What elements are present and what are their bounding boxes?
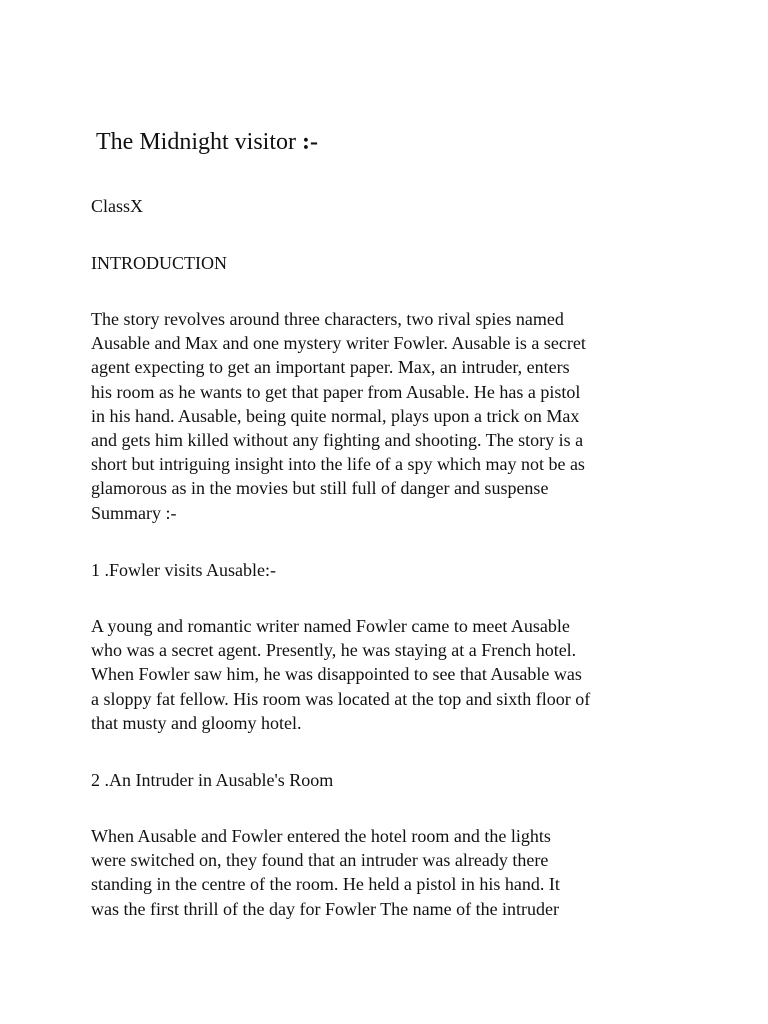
section1-paragraph [91,614,691,735]
paragraph-line: agent expecting to get an important paper. Max, an intruder, enters [91,357,570,378]
title-suffix: :- [302,129,318,155]
paragraph-line: short but intriguing insight into the life of a spy which may not be as [91,454,585,475]
class-label: ClassX [91,196,144,216]
paragraph-line: was the first thrill of the day for Fowler The name of the intruder [91,898,560,919]
paragraph-line: were switched on, they found that an intruder was already there [91,850,549,871]
paragraph-line: in his hand. Ausable, being quite normal, plays upon a trick on Max [91,405,580,426]
section2-paragraph [91,824,691,921]
paragraph-line: The story revolves around three characters, two rival spies named [91,309,564,329]
paragraph-line: who was a secret agent. Presently, he was staying at a French hotel. [91,640,577,661]
paragraph-line: a sloppy fat fellow. His room was located at the top and sixth floor of [91,688,591,709]
paragraph-line: that musty and gloomy hotel. [91,712,302,733]
paragraph-line: When Ausable and Fowler entered the hotel room and the lights [91,826,551,846]
paragraph-line: When Fowler saw him, he was disappointed to see that Ausable was [91,664,582,685]
paragraph-line: A young and romantic writer named Fowler came to meet Ausable [91,616,570,636]
section1-heading: 1 .Fowler visits Ausable:- [91,560,276,580]
paragraph-line: his room as he wants to get that paper from Ausable. He has a pistol [91,381,581,402]
paragraph-line: and gets him killed without any fighting and shooting. The story is a [91,430,584,451]
introduction-heading: INTRODUCTION [91,253,227,273]
introduction-paragraph [91,307,691,525]
paragraph-line: standing in the centre of the room. He held a pistol in his hand. It [91,874,560,895]
paragraph-line: Summary :- [91,502,177,523]
section2-heading: 2 .An Intruder in Ausable's Room [91,770,334,790]
title-text: The Midnight visitor [96,129,296,155]
paragraph-line: glamorous as in the movies but still full of danger and suspense [91,478,549,499]
document-title [96,126,318,158]
paragraph-line: Ausable and Max and one mystery writer Fowler. Ausable is a secret [91,333,586,354]
